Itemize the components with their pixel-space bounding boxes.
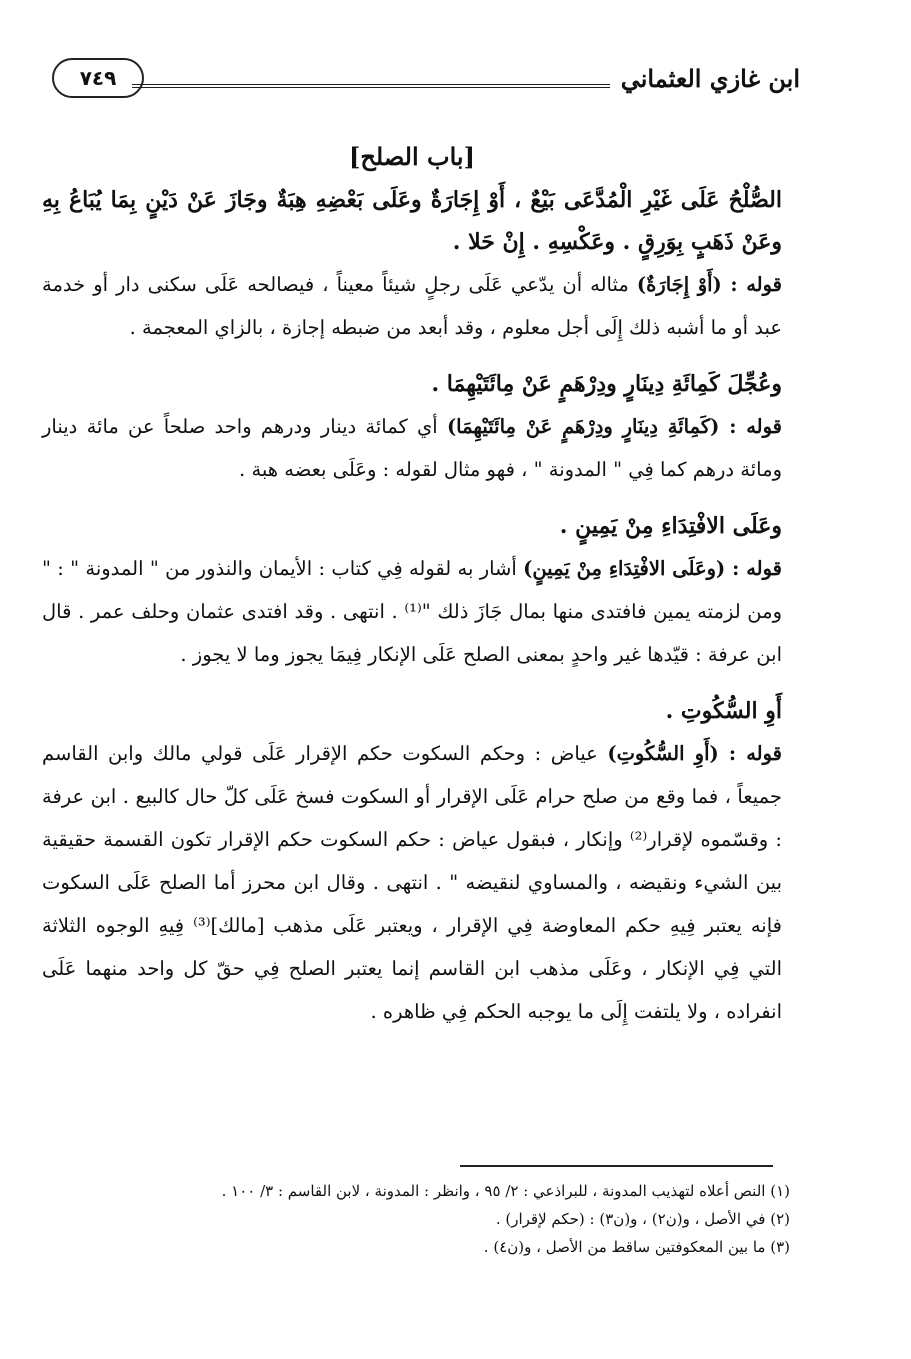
footnote: (١) النص أعلاه لتهذيب المدونة ، للبراذعي : ٢/ ٩٥ ، وانظر : المدونة ، لابن القاسم : ٣/ ١٠٠ . (221, 1182, 790, 1200)
page-header (40, 58, 800, 118)
commentary-paragraph (42, 547, 782, 676)
footnote: (٢) في الأصل ، و(ن٢) ، و(ن٣) : (حكم لإقرار) . (495, 1210, 790, 1228)
commentary-text: مثاله أن يدّعي عَلَى رجلٍ شيئاً معيناً ، فيصالحه عَلَى سكنى دار أو خدمة عبد أو ما أشبه ذلك إِلَى أجل معلوم ، وقد أبعد من ضبطه إجازة ، بالزاي المعجمة . (42, 273, 782, 339)
footnotes (120, 1177, 790, 1261)
footnote: (٣) ما بين المعكوفتين ساقط من الأصل ، و(ن٤) . (483, 1238, 790, 1256)
matn-text: الصُّلْحُ عَلَى غَيْرِ الْمُدَّعَى بَيْعٌ ، أَوْ إِجَارَةٌ وعَلَى بَعْضِهِ هِبَةٌ وجَازَ عَنْ دَيْنٍ بِمَا يُبَاعُ بِهِ وعَنْ ذَهَبٍ بِوَرِقٍ . وعَكْسِهِ . إِنْ حَلا . (42, 187, 782, 255)
commentary-text: أشار به لقوله فِي كتاب : الأيمان والنذور من " المدونة " : " ومن لزمته يمين فافتدى منها بمال جَازَ ذلك "⁽¹⁾ . انتهى . وقد افتدى عثمان وحلف عمر . قال ابن عرفة : قيّدها غير واحدٍ بمعنى الصلح عَلَى الإنكار فِيمَا يجوز وما لا يجوز . (42, 557, 782, 666)
commentary-paragraph (42, 263, 782, 349)
commentary-lemma: قوله : (أَوِ السُّكُوتِ) (607, 742, 782, 765)
commentary-lemma: قوله : (كَمِائَةِ دِينَارٍ ودِرْهَمٍ عَنْ مِائَتَيْهِمَا) (446, 415, 783, 438)
commentary-lemma: قوله : (وعَلَى الافْتِدَاءِ مِنْ يَمِينٍ) (523, 557, 782, 580)
commentary-lemma: قوله : (أَوْ إِجَارَةٌ) (636, 273, 782, 296)
header-rule (132, 84, 610, 90)
footnote-separator (460, 1165, 773, 1167)
commentary-paragraph (42, 405, 782, 491)
running-title: ابن غازي العثماني (620, 64, 800, 93)
page-body (42, 136, 782, 1047)
matn-text: وعُجِّلَ كَمِائَةِ دِينَارٍ ودِرْهَمٍ عَنْ مِائَتَيْهِمَا . (431, 371, 782, 397)
matn-text: وعَلَى الافْتِدَاءِ مِنْ يَمِينٍ . (559, 513, 782, 539)
commentary-paragraph (42, 732, 782, 1033)
page-number: ٧٤٩ (52, 58, 144, 98)
commentary-text: أي كمائة دينار ودرهم واحد صلحاً عن مائة دينار ومائة درهم كما فِي " المدونة " ، فهو مثال لقوله : وعَلَى بعضه هبة . (42, 415, 782, 481)
commentary-text: عياض : وحكم السكوت حكم الإقرار عَلَى قولي مالك وابن القاسم جميعاً ، فما وقع من صلح حرام عَلَى الإقرار أو السكوت فسخ عَلَى كلّ حال كالبيع . ابن عرفة : وقسّموه لإقرار⁽²⁾ وإنكار ، فبقول عياض : حكم السكوت حكم الإقرار تكون القسمة حقيقية بين الشيء ونقيضه ، والمساوي لنقيضه " . انتهى . وقال ابن محرز أما الصلح عَلَى السكوت فإنه يعتبر فِيهِ حكم المعاوضة فِي الإقرار ، ويعتبر عَلَى مذهب [مالك]⁽³⁾ فِيهِ الوجوه الثلاثة التي فِي الإنكار ، وعَلَى مذهب ابن القاسم إنما يعتبر الصلح فِي حقّ كل واحد منهما عَلَى انفراده ، ولا يلتفت إِلَى ما يوجبه الحكم فِي ظاهره . (42, 742, 782, 1023)
section-title: [باب الصلح] (349, 142, 475, 171)
matn-text: أَوِ السُّكُوتِ . (665, 698, 782, 724)
